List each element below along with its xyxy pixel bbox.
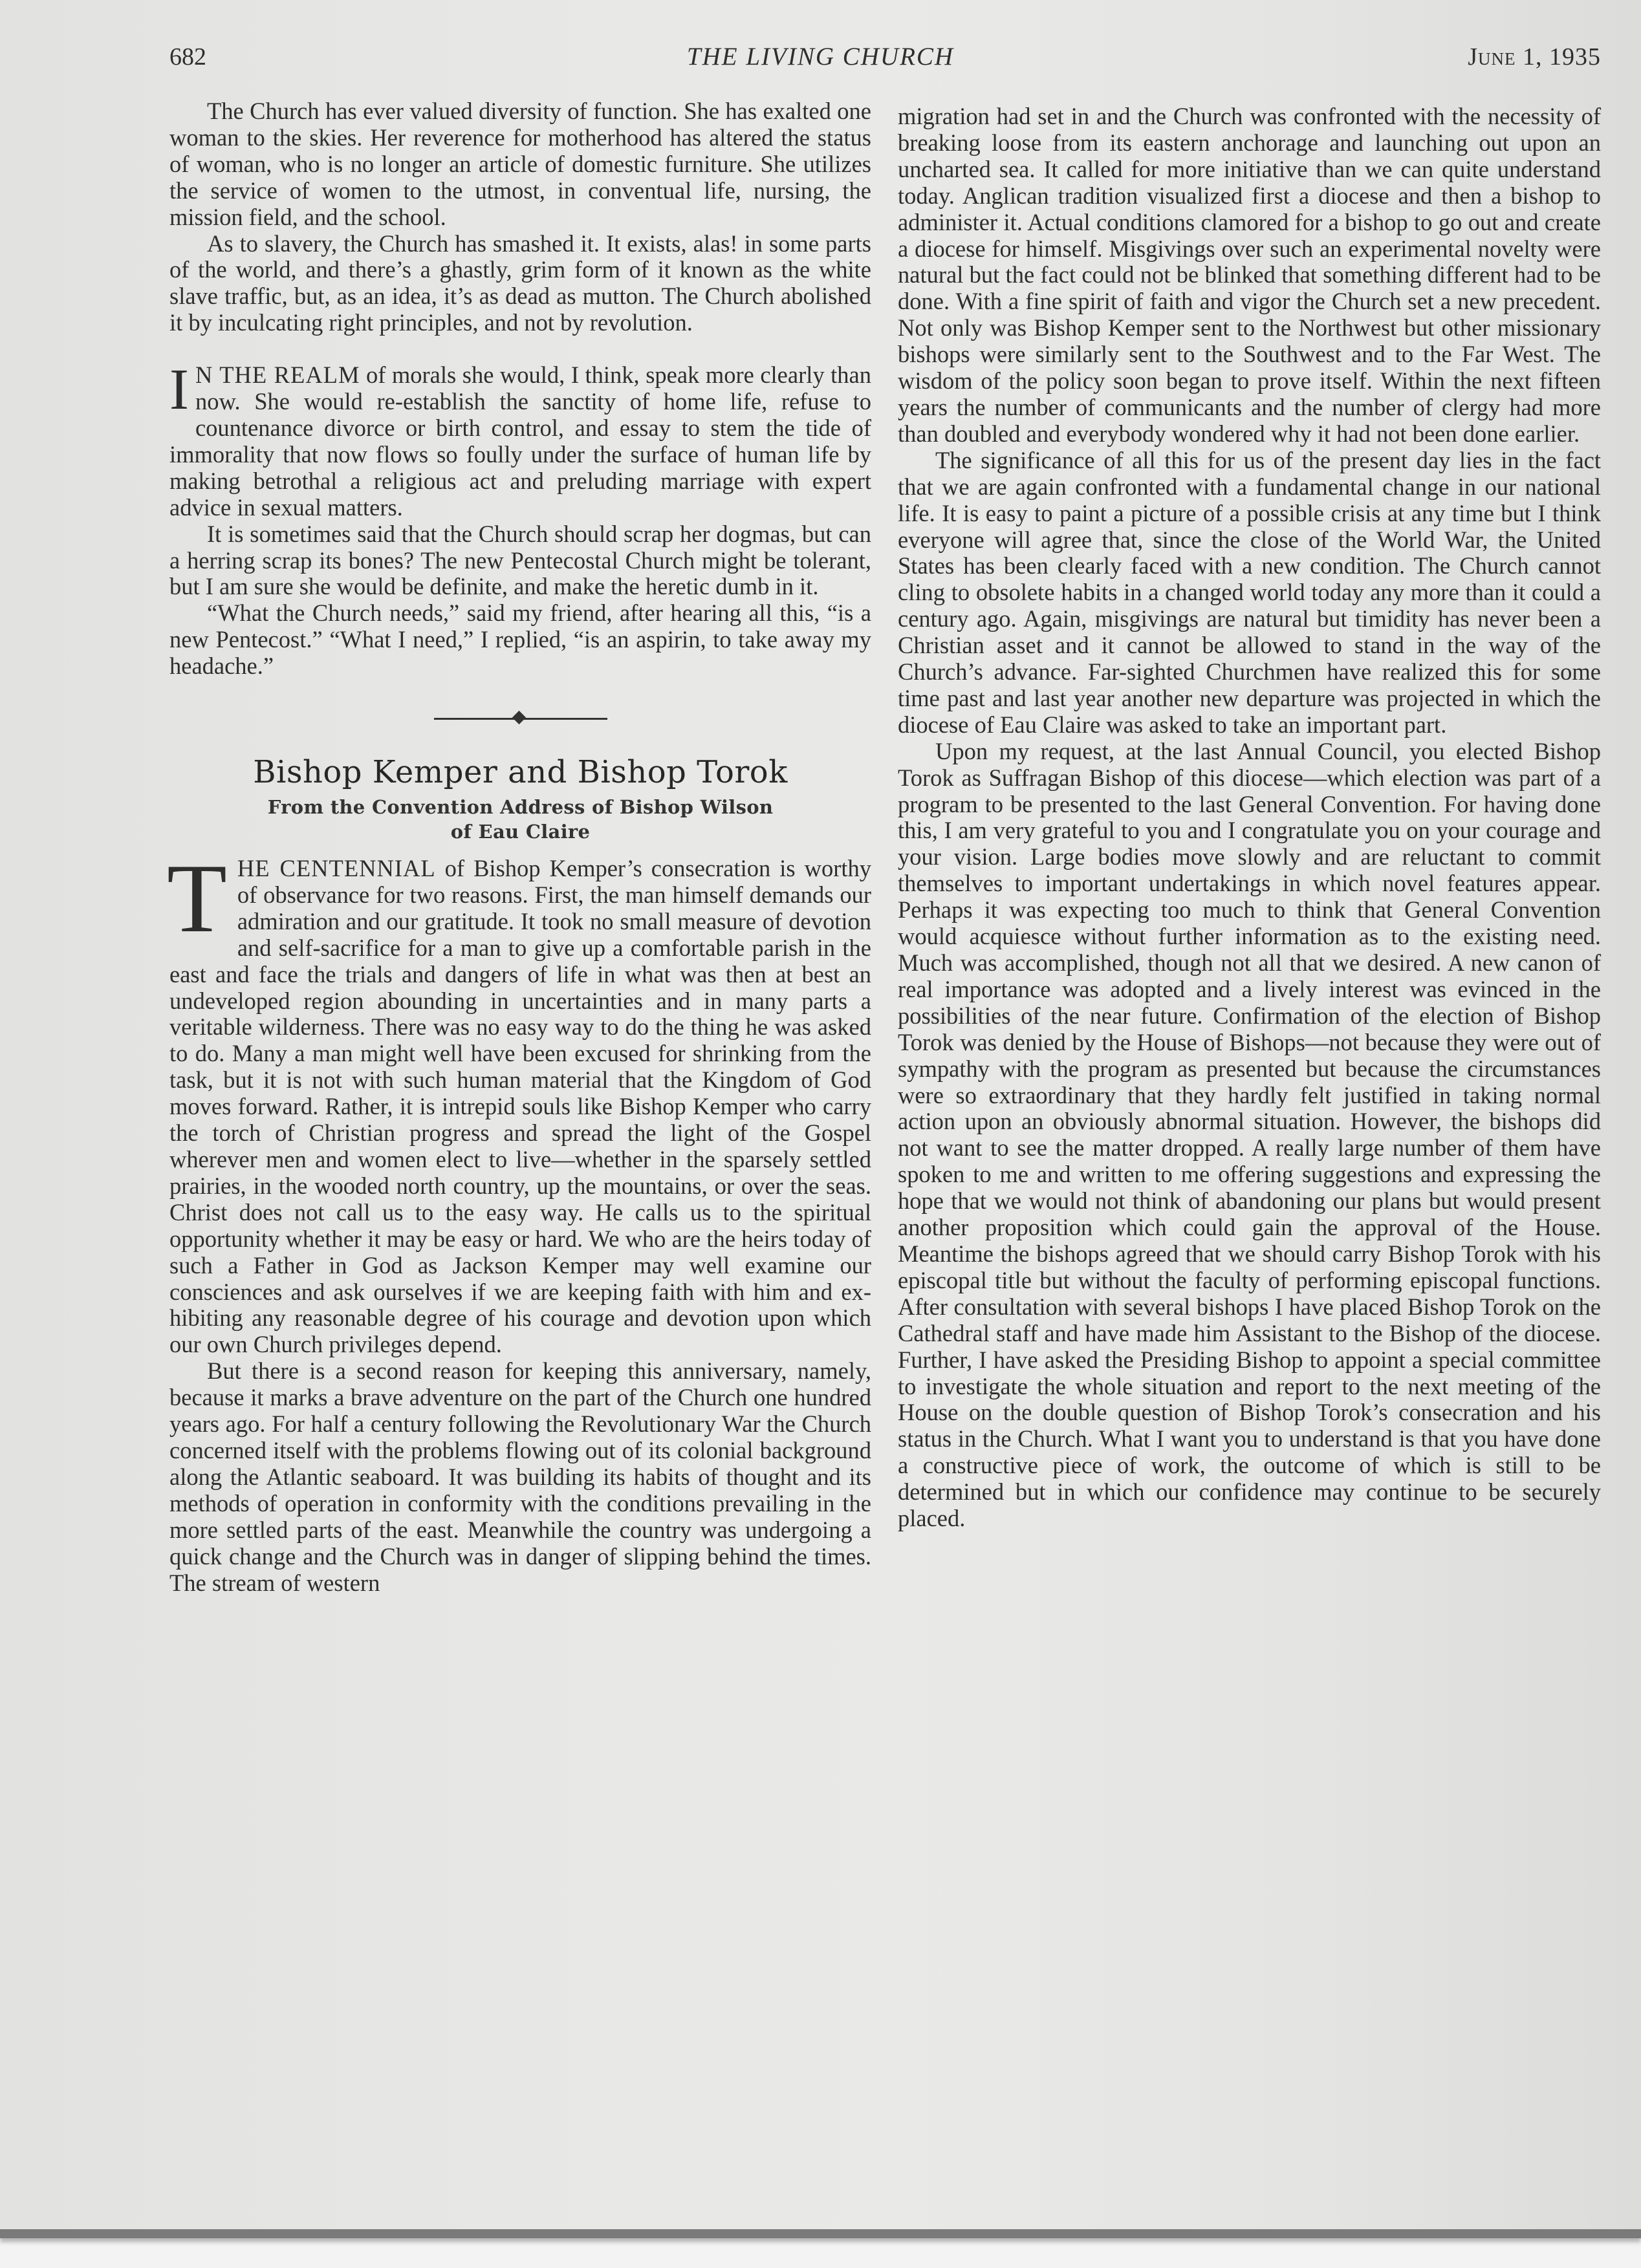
journal-title: THE LIVING CHURCH xyxy=(686,43,955,70)
subhead-line: From the Convention Address of Bishop Wilson xyxy=(267,796,774,819)
lead-in: HE CENTENNIAL xyxy=(237,855,436,882)
paragraph-with-drop-cap xyxy=(167,844,872,1358)
lead-in: N THE REALM xyxy=(195,362,360,389)
paragraph-text: of morals she would, I think, speak more clearly than now. She would re-establish the sanctity of home life, refuse to countenance divorce or birth control, and essay to stem the tide of immorality that now flows so foully under the surface of human life by making betrothal a religious act and preluding marriage with expert advice in sexual matters. xyxy=(169,362,871,521)
article-headline: Bishop Kemper and Bishop Torok xyxy=(253,754,788,791)
left-column xyxy=(169,98,871,1596)
paragraph: “What the Church needs,” said my friend, after hearing all this, “is a new Pentecost.” “What I need,” I replied, “is an aspirin, to take away my headache.” xyxy=(169,599,871,680)
paragraph-with-drop-cap xyxy=(169,358,871,521)
diamond-icon xyxy=(512,711,525,724)
paragraph: The significance of all this for us of the present day lies in the fact that we are again confronted with a fundamental change in our national life. It is easy to paint a picture of a possible crisis at any time but I think everyone will agree that, since the close of the World War, the United States has been clearly faced with a new condition. The Church cannot cling to obsolete habits in a changed world today any more than it could a century ago. Again, misgivings are natural but timidity has never been a Christian asset and it cannot be allowed to stand in the way of the Church’s advance. Far-sighted Churchmen have realized this for some time past and last year another new departure was projected in which the diocese of Eau Claire was asked to take an important part. xyxy=(898,446,1601,738)
drop-cap: T xyxy=(167,844,227,953)
issue-date: June 1, 1935 xyxy=(1468,43,1601,70)
paragraph: It is sometimes said that the Church should scrap her dogmas, but can a herring scrap its bones? The new Pentecostal Church might be tolerant, but I am sure she would be definite, and make the heretic dumb in it. xyxy=(169,520,871,600)
page-number: 682 xyxy=(169,43,206,70)
paragraph: But there is a second reason for keeping this anniversary, namely, because it marks a brave adventure on the part of the Church one hundred years ago. For half a century following the Revolutionary War the Church concerned itself with the problems flowing out of its colonial background along the Atlantic seaboard. It was building its habits of thought and its methods of operation in conformity with the conditions prevailing in the more settled parts of the east. Meanwhile the country was undergoing a quick change and the Church was in danger of slipping behind the times. The stream of western xyxy=(169,1357,871,1596)
ornamental-divider xyxy=(434,712,607,725)
paragraph: Upon my request, at the last Annual Council, you elected Bishop Torok as Suffragan Bishop of this diocese—which election was part of a program to be presented to the last General Convention. For having done this, I am very grateful to you and I congratulate you on your courage and your vision. Large bodies move slowly and are reluctant to commit themselves to important undertakings in which novel features appear. Perhaps it was expecting too much to think that General Convention would acquiesce without further information as to the existing need. Much was accomplished, though not all that we desired. A new canon of real importance was adopted and a lively interest was evinced in the possibilities of the near future. Confirmation of the election of Bishop Torok was denied by the House of Bishops—not because they were out of sympathy with the program as presented but because the circumstances were so extraordinary that they hardly felt justified in taking normal action upon an obviously abnormal situation. However, the bishops did not want to see the matter dropped. A really large number of them have spoken to me and written to me offering suggestions and expressing the hope that we would not think of abandoning our plans but would present another proposition which could gain the approval of the House. Meantime the bishops agreed that we should carry Bishop Torok with his episcopal title but without the faculty of performing episcopal functions. After consultation with several bishops I have placed Bishop Torok on the Cathedral staff and have made him Assistant to the Bishop of the diocese. Further, I have asked the Presiding Bishop to appoint a special committee to investigate the whole situation and report to the next meeting of the House on the double question of Bishop Torok’s consecration and his status in the Church. What I want you to understand is that you have done a constructive piece of work, the outcome of which is still to be determined but in which our confidence may continue to be securely placed. xyxy=(898,737,1601,1532)
paragraph: As to slavery, the Church has smashed it. It exists, alas! in some parts of the world, and there’s a ghastly, grim form of it known as the white slave traffic, but, as an idea, it’s as dead as mutton. The Church abolished it by inculcating right principles, and not by revolution. xyxy=(169,230,871,336)
paragraph: The Church has ever valued diversity of function. She has exalted one woman to the skies. Her reverence for motherhood has altered the status of woman, who is no longer an article of domestic furniture. She utilizes the service of women to the utmost, in conventual life, nursing, the mission field, and the school. xyxy=(169,98,871,230)
right-column xyxy=(898,103,1601,1532)
section-break xyxy=(169,336,871,362)
article-subhead xyxy=(169,795,871,844)
subhead-line: of Eau Claire xyxy=(450,821,591,843)
paragraph-continued: migration had set in and the Church was confronted with the necessity of breaking loose from its eastern anchorage and launching out upon an uncharted sea. It called for more initiative than we can quite understand today. Anglican tradition visualized first a diocese and then a bishop to administer it. Actual conditions clamored for a bishop to go out and create a diocese for himself. Misgivings over such an experimental novelty were natural but the fact could not be blinked that something different had to be done. With a fine spirit of faith and vigor the Church set a new precedent. Not only was Bishop Kemper sent to the Northwest but other missionary bishops were similarly sent to the Southwest and to the Far West. The wisdom of the policy soon began to prove itself. Within the next fifteen years the number of communicants and the number of clergy had more than doubled and everybody wondered why it had not been done earlier. xyxy=(898,103,1601,447)
drop-cap: I xyxy=(169,358,189,422)
paragraph-text: of Bishop Kemper’s consecration is worthy of observance for two reasons. First, the man himself demands our admiration and our gratitude. It took no small measure of devotion and self-sacrifice for a man to give up a comfortable parish in the east and face the trials and dangers of life in what was then at best an undeveloped region abounding in uncertainties and in many parts a veritable wilderness. There was no easy way to do the thing he was asked to do. Many a man might well have been excused for shrinking from the task, but it is not with such human material that the Kingdom of God moves forward. Rather, it is intrepid souls like Bishop Kemper who carry the torch of Christian progress and spread the light of the Gospel wherever men and women elect to live—whether in the sparsely settled prairies, in the wooded north country, up the mountains, or over the seas. Christ does not call us to the easy way. He calls us to the spiritual opportunity whether it may be easy or hard. We who are the heirs today of such a Father in God as Jackson Kemper may well examine our consciences and ask ourselves if we are keeping faith with him and exhibiting any reasonable degree of his courage and devotion upon which our own Church privileges depend. xyxy=(169,855,872,1358)
